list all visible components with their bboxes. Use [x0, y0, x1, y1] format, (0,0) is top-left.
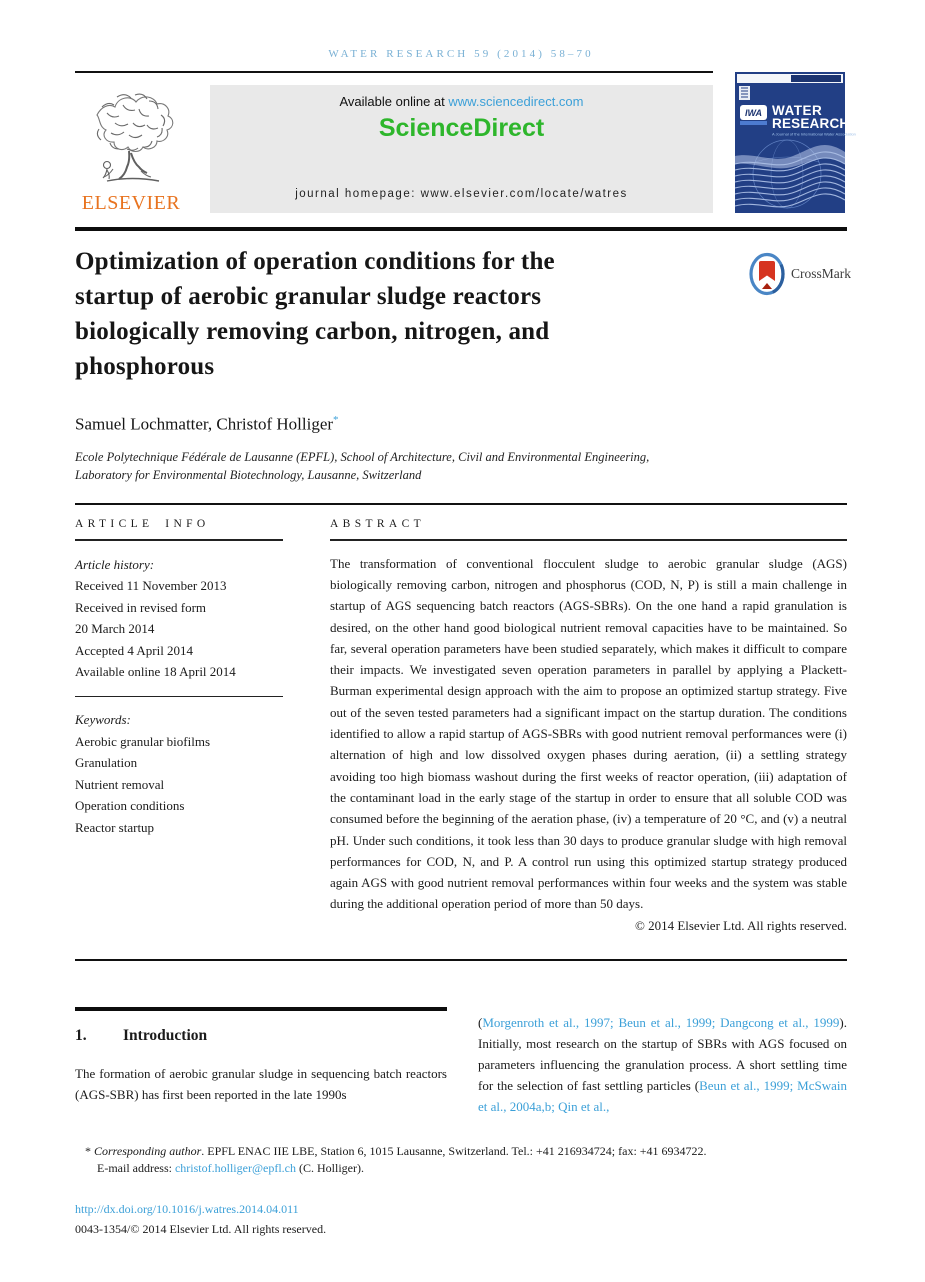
abstract-heading: ABSTRACT	[330, 517, 426, 530]
abstract-column	[330, 518, 847, 934]
history-item: 20 March 2014	[75, 621, 155, 637]
keyword-item: Nutrient removal	[75, 776, 165, 792]
affiliation	[75, 448, 847, 484]
footnote-line	[75, 1143, 847, 1161]
section-number: 1.	[75, 1026, 87, 1044]
article-info-column	[75, 518, 283, 934]
svg-text:WATER: WATER	[772, 103, 823, 118]
affiliation-line: Ecole Polytechnique Fédérale de Lausanne (EPFL), School of Architecture, Civil and Environmental Engineering,	[75, 449, 650, 464]
intro-left-column	[75, 1007, 447, 1117]
crossmark-icon	[748, 252, 786, 296]
text-segment: Available online at	[339, 94, 449, 109]
abstract-text: The transformation of conventional flocculent sludge to aerobic granular sludge (AGS) biologically removing carbon, nitrogen and phosphorus (COD, N, P) is still a main challenge in startup of AGS sequencing batch reactors (AGS-SBRs). On the one hand a rapid granulation is desired, on the other hand good biological nutrient removal capacities have to be maintained. So far, several operation parameters have been studied separately, which makes it difficult to compare their impacts. We investigated seven operation parameters in parallel by applying a Plackett-Burman experimental design approach with the aim to propose an optimized startup strategy. Five out of the seven tested parameters had a significant impact on the startup duration. The conditions identified to allow a rapid startup of AGS-SBRs with good nutrient removal performances were (i) alternation of high and low dissolved oxygen phases during aeration, (ii) a settling strategy avoiding too high biomass washout during the first weeks of reactor operation, (iii) adaptation of the contaminant load in the early stage of the startup in order to ensure that all soluble COD was consumed before the beginning of the aeration phase, (iv) a temperature of 20 °C, and (v) a neutral pH. Under such conditions, it took less than 30 days to produce granular sludge with high removal performances for COD, N, and P. A control run using this optimized startup strategy produced again AGS with good nutrient removal performances within four weeks and the system was stable during the additional operation period of more than 50 days.	[330, 555, 847, 912]
text-segment: ). Initially, most research on the startup of SBRs with AGS focused on parameters influencing the granulation process. A short settling time for the selection of fast settling particles (	[478, 1014, 847, 1093]
history-item: Received in revised form	[75, 599, 207, 615]
article-title-line: phosphorous	[75, 353, 215, 380]
introduction-paragraph-right	[478, 1007, 847, 1117]
elsevier-tree-icon	[77, 85, 185, 189]
inline-link[interactable]: www.sciencedirect.com	[448, 94, 584, 109]
elsevier-logo[interactable]	[75, 85, 187, 213]
svg-text:A Journal of the International: A Journal of the International Water Association	[772, 131, 856, 137]
journal-homepage-line[interactable]: journal homepage: www.elsevier.com/locate/watres	[295, 188, 628, 200]
keyword-item: Aerobic granular biofilms	[75, 733, 211, 749]
article-title	[75, 244, 695, 384]
keyword-item: Reactor startup	[75, 819, 155, 835]
available-online-line	[339, 94, 583, 109]
article-title-line: biologically removing carbon, nitrogen, and	[75, 318, 550, 345]
footnote-email-line	[75, 1160, 847, 1178]
title-top-rule	[75, 227, 847, 231]
header-rule	[75, 71, 713, 73]
journal-reference-line: WATER RESEARCH 59 (2014) 58–70	[328, 48, 594, 60]
corresponding-author-mark[interactable]: *	[333, 414, 339, 426]
history-item: Received 11 November 2013	[75, 578, 227, 594]
inline-link[interactable]: christof.holliger@epfl.ch	[174, 1161, 296, 1176]
paper-page	[0, 48, 925, 1282]
info-abstract-section	[75, 518, 847, 934]
inline-link[interactable]: Morgenroth et al., 1997; Beun et al., 1999; Dangcong et al., 1999	[482, 1014, 840, 1030]
author-line	[75, 414, 847, 435]
journal-cover-thumbnail[interactable]	[735, 72, 856, 213]
crossmark-badge[interactable]	[748, 252, 851, 296]
author-names: Samuel Lochmatter, Christof Holliger	[75, 414, 334, 434]
history-item: Accepted 4 April 2014	[75, 642, 194, 658]
article-history	[75, 554, 283, 683]
sciencedirect-logo[interactable]: ScienceDirect	[378, 114, 545, 142]
article-info-heading-rule	[75, 539, 283, 541]
crossmark-label: CrossMark	[791, 266, 851, 281]
abstract-heading-rule	[330, 539, 847, 541]
publisher-banner	[75, 85, 856, 214]
keyword-item: Operation conditions	[75, 798, 185, 814]
text-segment: (C. Holliger).	[296, 1161, 364, 1176]
text-segment: Corresponding author	[94, 1143, 202, 1158]
introduction-section	[75, 1007, 847, 1117]
section-title: Introduction	[123, 1026, 208, 1044]
text-segment: *	[85, 1143, 94, 1158]
inline-link[interactable]: Beun et al., 1999; McSwain et al., 2004a,b; Qin et al.,	[478, 1077, 847, 1114]
text-segment: (	[478, 1014, 483, 1030]
section-rule	[75, 503, 847, 505]
keywords-label: Keywords:	[75, 712, 131, 728]
issn-copyright-line: 0043-1354/© 2014 Elsevier Ltd. All rights reserved.	[75, 1221, 327, 1236]
elsevier-wordmark: ELSEVIER	[81, 192, 181, 214]
sciencedirect-banner	[210, 85, 713, 213]
affiliation-line: Laboratory for Environmental Biotechnology, Lausanne, Switzerland	[75, 467, 422, 482]
svg-text:RESEARCH: RESEARCH	[772, 116, 850, 131]
introduction-paragraph-left: The formation of aerobic granular sludge in sequencing batch reactors (AGS-SBR) has first been reported in the late 1990s	[75, 1065, 447, 1102]
article-title-line: startup of aerobic granular sludge reactors	[75, 283, 542, 310]
section-rule	[75, 959, 847, 961]
history-item: Available online 18 April 2014	[75, 664, 236, 680]
introduction-heading	[75, 1027, 447, 1045]
svg-text:IWA: IWA	[745, 108, 762, 118]
article-info-divider	[75, 696, 283, 698]
corresponding-author-footnote	[75, 1143, 847, 1178]
title-block	[75, 244, 851, 384]
keyword-item: Granulation	[75, 755, 138, 771]
doi-link[interactable]: http://dx.doi.org/10.1016/j.watres.2014.04.011	[75, 1201, 299, 1216]
article-info-heading: ARTICLE INFO	[75, 517, 210, 530]
keywords-block	[75, 709, 283, 838]
text-segment: . EPFL ENAC IIE LBE, Station 6, 1015 Lausanne, Switzerland. Tel.: +41 216934724; fax: +41 6934722.	[201, 1143, 707, 1158]
abstract-copyright: © 2014 Elsevier Ltd. All rights reserved.	[634, 917, 847, 933]
article-history-label: Article history:	[75, 556, 155, 572]
page-footer	[75, 1200, 847, 1238]
journal-cover-art	[735, 72, 856, 213]
text-segment: E-mail address:	[97, 1161, 175, 1176]
article-title-line: Optimization of operation conditions for the	[75, 248, 555, 275]
introduction-heading-rule	[75, 1007, 447, 1011]
